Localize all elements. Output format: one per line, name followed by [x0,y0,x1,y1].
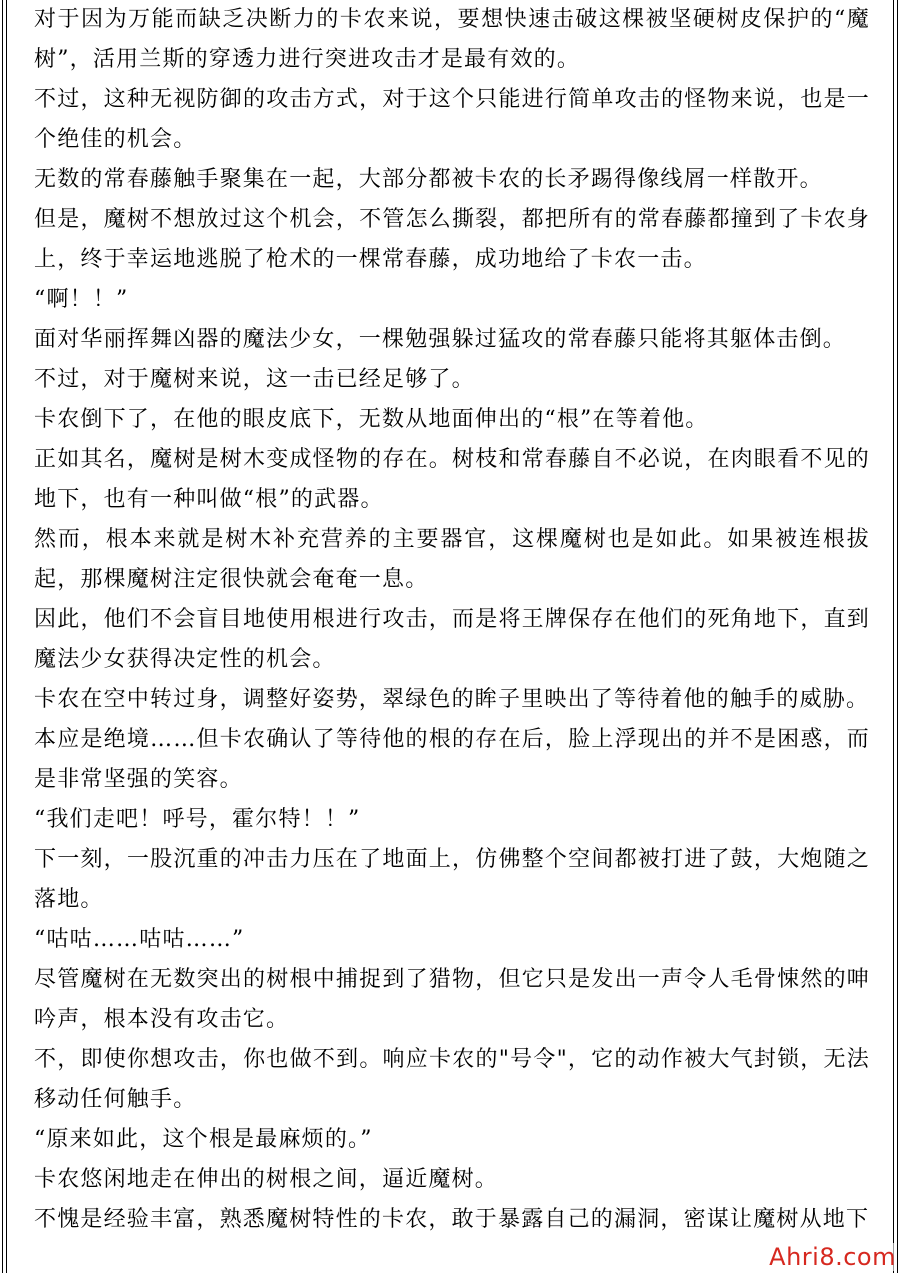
paragraph: 对于因为万能而缺乏决断力的卡农来说，要想快速击破这棵被坚硬树皮保护的“魔树”，活用兰斯的穿透力进行突进攻击才是最有效的。 [34,7,870,72]
paragraph: 下一刻，一股沉重的冲击力压在了地面上，仿佛整个空间都被打进了鼓，大炮随之落地。 [34,847,870,912]
paragraph: 不过，这种无视防御的攻击方式，对于这个只能进行简单攻击的怪物来说，也是一个绝佳的机会。 [34,87,870,152]
paragraph: 尽管魔树在无数突出的树根中捕捉到了猎物，但它只是发出一声令人毛骨悚然的呻吟声，根本没有攻击它。 [34,967,870,1032]
paragraph: 不愧是经验丰富，熟悉魔树特性的卡农，敢于暴露自己的漏洞，密谋让魔树从地下 [34,1207,870,1232]
paragraph: 本应是绝境……但卡农确认了等待他的根的存在后，脸上浮现出的并不是困惑，而是非常坚强的笑容。 [34,727,870,792]
left-border-outer [2,0,3,1273]
site-watermark: Ahri8.com [769,1243,896,1271]
paragraph: 卡农倒下了，在他的眼皮底下，无数从地面伸出的“根”在等着他。 [34,407,709,432]
right-border-outer [897,0,898,1273]
paragraph: 卡农在空中转过身，调整好姿势，翠绿色的眸子里映出了等待着他的触手的威胁。 [34,687,870,712]
paragraph: 因此，他们不会盲目地使用根进行攻击，而是将王牌保存在他们的死角地下，直到魔法少女获得决定性的机会。 [34,607,870,672]
paragraph: 然而，根本来就是树木补充营养的主要器官，这棵魔树也是如此。如果被连根拔起，那棵魔树注定很快就会奄奄一息。 [34,527,870,592]
paragraph: 正如其名，魔树是树木变成怪物的存在。树枝和常春藤自不必说，在肉眼看不见的地下，也有一种叫做“根”的武器。 [34,447,870,512]
paragraph: 面对华丽挥舞凶器的魔法少女，一棵勉强躲过猛攻的常春藤只能将其躯体击倒。 [34,327,847,352]
paragraph: 但是，魔树不想放过这个机会，不管怎么撕裂，都把所有的常春藤都撞到了卡农身上，终于幸运地逃脱了枪术的一棵常春藤，成功地给了卡农一击。 [34,207,870,272]
paragraph: “我们走吧！呼号，霍尔特！！” [34,807,361,832]
left-border-inner [6,0,7,1273]
right-border-inner [893,0,894,1273]
paragraph: 不，即使你想攻击，你也做不到。响应卡农的"号令"，它的动作被大气封锁，无法移动任何触手。 [34,1047,870,1112]
paragraph: 不过，对于魔树来说，这一击已经足够了。 [34,367,475,392]
paragraph: “原来如此，这个根是最麻烦的。” [34,1127,373,1152]
paragraph: “咕咕……咕咕……” [34,927,245,952]
paragraph: “啊！！” [34,287,129,312]
paragraph: 无数的常春藤触手聚集在一起，大部分都被卡农的长矛踢得像线屑一样散开。 [34,167,823,192]
paragraph: 卡农悠闲地走在伸出的树根之间，逼近魔树。 [34,1167,499,1192]
document-body [34,0,870,1240]
